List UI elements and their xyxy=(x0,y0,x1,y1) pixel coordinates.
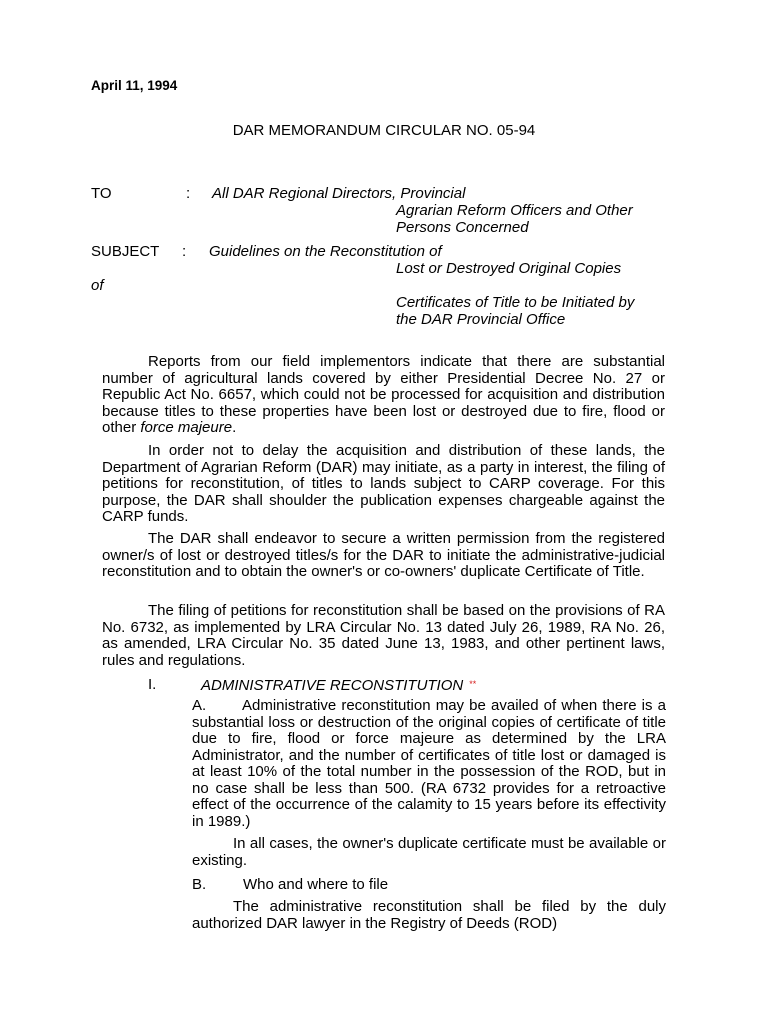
item-b-heading: Who and where to file xyxy=(243,876,389,893)
subject-line-3: of xyxy=(91,277,104,294)
item-b-label: B. xyxy=(192,876,207,893)
item-b-text: The administrative reconstitution shall be filed by the duly authorized DAR lawyer in the Registry of Deeds (ROD) xyxy=(192,898,666,932)
section-mark: ** xyxy=(469,679,477,689)
item-a-text: Administrative reconstitution may be availed of when there is a substantial loss or destruction of the original copies of certificate of title due to fire, flood or force majeure as determined by the LRA Administrator, and the number of certificates of title lost or damaged is at least 10% of the total number in the possession of the ROD, but in no case shall be less than 500. (RA 6732 provides for a retroactive effect of the occurrence of the calamity to 15 years before its effectivity in 1989.) xyxy=(192,697,666,830)
paragraph-1-text: Reports from our field implementors indicate that there are substantial number of agricultural lands covered by either Presidential Decree No. 27 or Republic Act No. 6657, which could not be processed for acquisition and distribution because titles to these properties have been lost or destroyed due to fire, flood or other xyxy=(102,353,665,436)
paragraph-1 xyxy=(102,354,665,437)
item-a xyxy=(192,698,666,830)
subject-line-5: the DAR Provincial Office xyxy=(396,311,566,328)
paragraph-1-end: . xyxy=(232,419,237,436)
to-colon: : xyxy=(186,185,191,202)
to-line-2: Agrarian Reform Officers and Other xyxy=(396,202,633,219)
subject-colon: : xyxy=(182,243,187,260)
subject-line-1: Guidelines on the Reconstitution of xyxy=(209,243,442,260)
section-numeral: I. xyxy=(148,676,157,693)
memo-date: April 11, 1994 xyxy=(91,78,178,93)
section-heading xyxy=(201,676,476,694)
item-a-note: In all cases, the owner's duplicate certificate must be available or existing. xyxy=(192,835,666,869)
to-line-1: All DAR Regional Directors, Provincial xyxy=(212,185,466,202)
subject-line-2: Lost or Destroyed Original Copies xyxy=(396,260,622,277)
paragraph-1-italic: force majeure xyxy=(140,419,233,436)
to-line-3: Persons Concerned xyxy=(396,219,529,236)
paragraph-2: In order not to delay the acquisition and distribution of these lands, the Department of Agrarian Reform (DAR) may initiate, as a party in interest, the filing of petitions for reconstitution, of titles to lands subject to CARP coverage. For this purpose, the DAR shall shoulder the publication expenses chargeable against the CARP funds. xyxy=(102,442,665,525)
subject-line-4: Certificates of Title to be Initiated by xyxy=(396,294,635,311)
subject-label: SUBJECT xyxy=(91,243,160,260)
section-heading-text: ADMINISTRATIVE RECONSTITUTION xyxy=(201,677,464,694)
paragraph-3: The DAR shall endeavor to secure a written permission from the registered owner/s of lost or destroyed titles/s for the DAR to initiate the administrative-judicial reconstitution and to obtain the owner's or co-owners' duplicate Certificate of Title. xyxy=(102,530,665,580)
memo-title: DAR MEMORANDUM CIRCULAR NO. 05-94 xyxy=(232,122,536,139)
item-a-label: A. xyxy=(192,697,207,714)
paragraph-4: The filing of petitions for reconstitution shall be based on the provisions of RA No. 6732, as implemented by LRA Circular No. 13 dated July 26, 1989, RA No. 26, as amended, LRA Circular No. 35 dated June 13, 1983, and other pertinent laws, rules and regulations. xyxy=(102,602,665,669)
to-label: TO xyxy=(91,185,112,202)
